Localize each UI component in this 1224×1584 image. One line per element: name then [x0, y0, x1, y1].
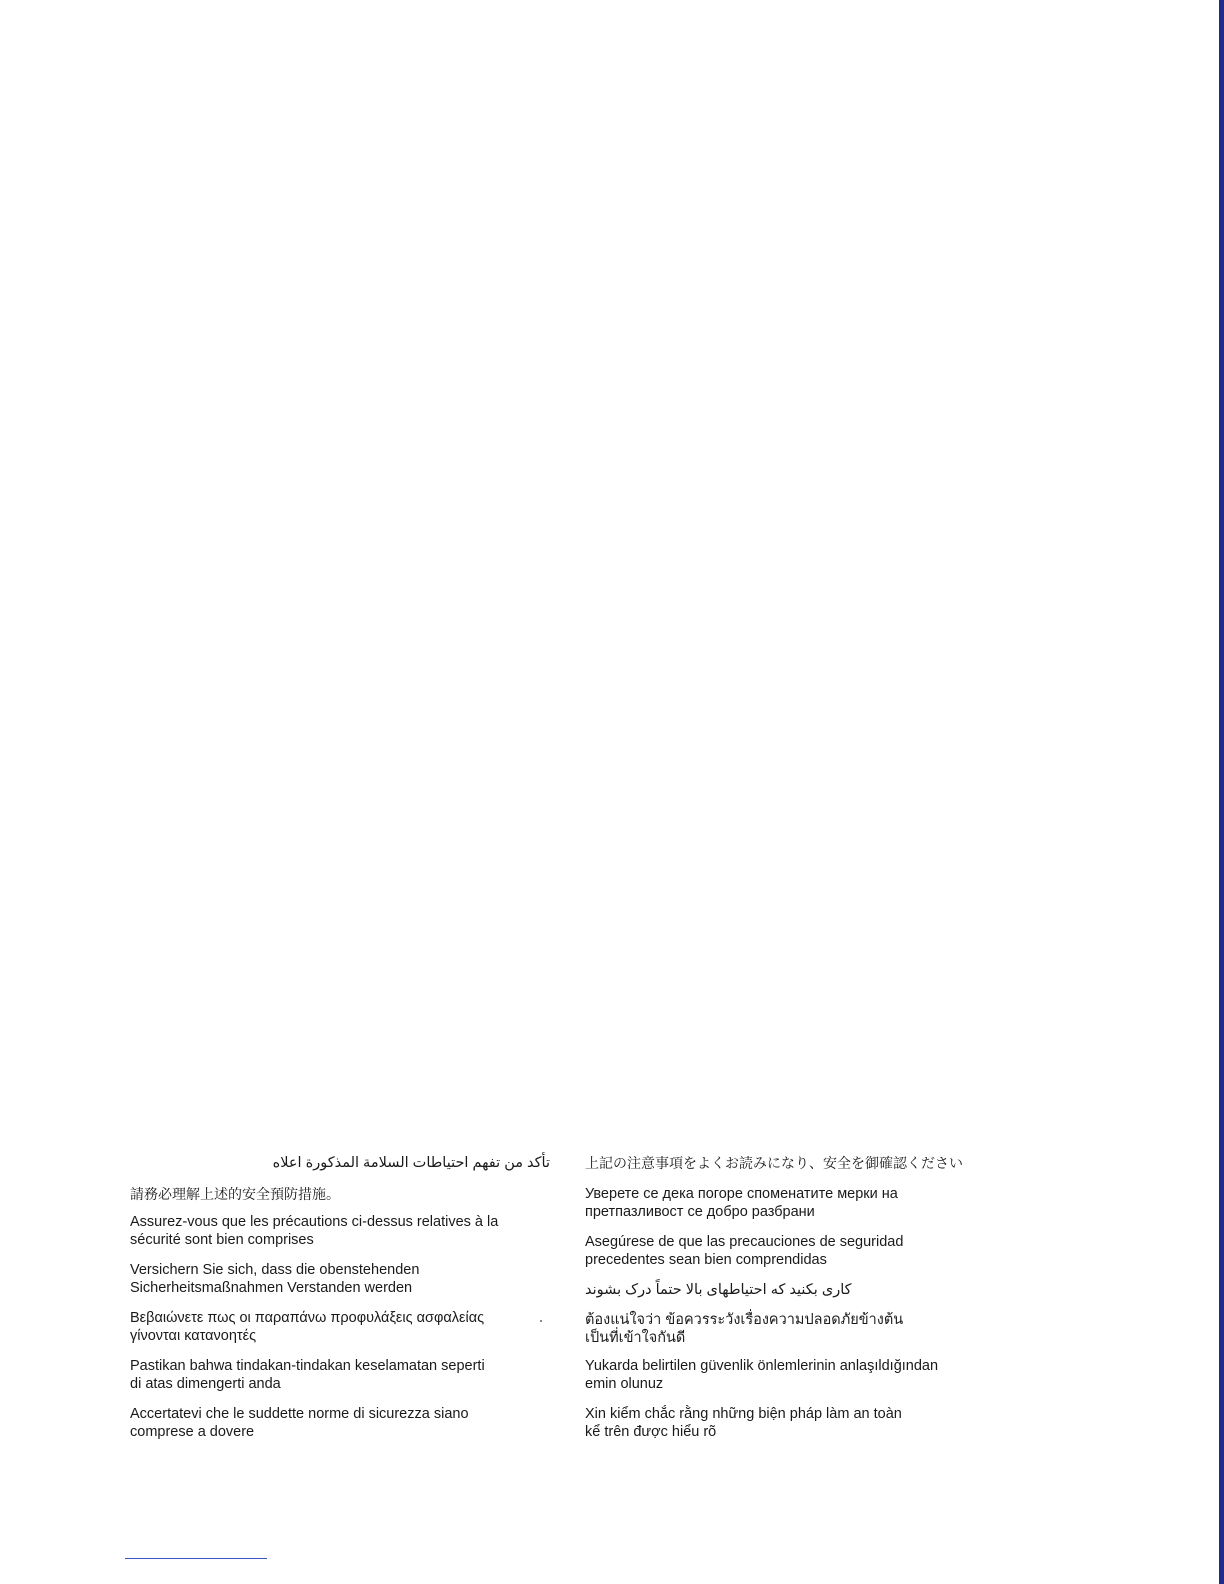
notice-greek: Βεβαιώνετε πως οι παραπάνω προφυλάξεις ασφαλείας γίνονται κατανοητές: [130, 1310, 485, 1344]
notice-spanish: Asegúrese de que las precauciones de seguridad precedentes sean bien comprendidas: [585, 1234, 904, 1268]
notice-indonesian: Pastikan bahwa tindakan-tindakan keselamatan seperti di atas dimengerti anda: [130, 1358, 485, 1392]
right-column-notices: [585, 1154, 985, 1441]
footer-rule: [125, 1558, 267, 1559]
notice-japanese: 上記の注意事項をよくお読みになり、安全を御確認ください: [585, 1155, 963, 1171]
notice-german: Versichern Sie sich, dass die obenstehenden Sicherheitsmaßnahmen Verstanden werden: [130, 1262, 420, 1296]
notice-bulgarian: Уверете се дека погоре споменатите мерки на претпазливост се добро разбрани: [585, 1186, 898, 1220]
notice-vietnamese: Xin kiểm chắc rằng những biện pháp làm an toàn kể trên được hiểu rõ: [585, 1406, 902, 1440]
notice-chinese: 請務必理解上述的安全預防措施。: [130, 1186, 340, 1202]
notice-persian: کاری بکنید که احتیاطهای بالا حتماً درک بشوند: [585, 1282, 852, 1298]
left-column-notices: [130, 1154, 550, 1441]
notice-thai: ต้องแน่ใจว่า ข้อควรระวังเรื่องความปลอดภัยข้างต้น เป็นที่เข้าใจกันดี: [585, 1312, 904, 1346]
notice-italian: Accertatevi che le suddette norme di sicurezza siano comprese a dovere: [130, 1406, 469, 1440]
notice-arabic: تأكد من تفهم احتياطات السلامة المذكورة اعلاه: [272, 1155, 550, 1171]
notice-turkish: Yukarda belirtilen güvenlik önlemlerinin anlaşıldığından emin olunuz: [585, 1358, 939, 1392]
scan-speck: [540, 1320, 542, 1322]
notice-french: Assurez-vous que les précautions ci-dessus relatives à la sécurité sont bien comprises: [130, 1214, 499, 1248]
page-edge-border: [1219, 0, 1224, 1584]
